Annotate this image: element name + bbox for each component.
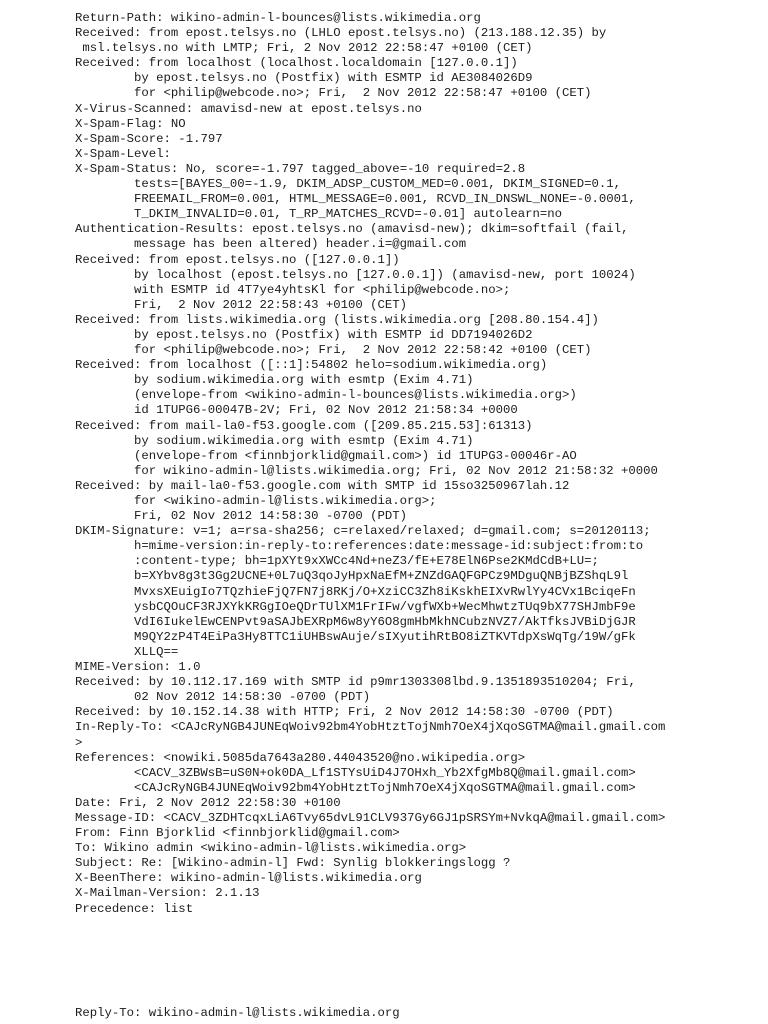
header-line: > xyxy=(75,735,83,750)
header-continuation-line: id 1TUPG6-00047B-2V; Fri, 02 Nov 2012 21:58:34 +0000 xyxy=(134,403,518,418)
header-line: Received: from epost.telsys.no (LHLO epost.telsys.no) (213.188.12.35) by xyxy=(75,26,607,41)
header-continuation-line: (envelope-from <finnbjorklid@gmail.com>) id 1TUPG3-00046r-AO xyxy=(134,448,577,463)
header-continuation-line: by epost.telsys.no (Postfix) with ESMTP id DD7194026D2 xyxy=(134,327,533,342)
header-line: MIME-Version: 1.0 xyxy=(75,660,201,675)
header-line: Precedence: list xyxy=(75,901,194,916)
header-continuation-line: by localhost (epost.telsys.no [127.0.0.1]) (amavisd-new, port 10024) xyxy=(134,267,636,282)
header-continuation-line: M9QY2zP4T4EiPa3Hy8TTC1iUHBswAuje/sIXyutihRtBO8iZTKVTdpXsWqTg/19W/gFk xyxy=(134,629,636,644)
header-continuation-line: for <philip@webcode.no>; Fri, 2 Nov 2012 22:58:47 +0100 (CET) xyxy=(134,86,592,101)
header-continuation-line: VdI6IukelEwCENPvt9aSAJbEXRpM6w8yY6O8gmHbMkhNCubzNVZ7/AkTfksJVBiDjGJR xyxy=(134,614,636,629)
header-continuation-line: T_DKIM_INVALID=0.01, T_RP_MATCHES_RCVD=-0.01] autolearn=no xyxy=(134,207,563,222)
header-continuation-line: with ESMTP id 4T7ye4yhtsKl for <philip@webcode.no>; xyxy=(134,282,511,297)
header-line: Received: by 10.112.17.169 with SMTP id p9mr1303308lbd.9.1351893510204; Fri, xyxy=(75,675,636,690)
header-line: X-Spam-Status: No, score=-1.797 tagged_above=-10 required=2.8 xyxy=(75,161,526,176)
header-line: X-Spam-Level: xyxy=(75,146,171,161)
header-continuation-line: <CACV_3ZBWsB=uS0N+ok0DA_Lf1STYsUiD4J7OHxh_Yb2XfgMb8Q@mail.gmail.com> xyxy=(134,765,636,780)
header-line: Received: from lists.wikimedia.org (lists.wikimedia.org [208.80.154.4]) xyxy=(75,312,599,327)
header-continuation-line: (envelope-from <wikino-admin-l-bounces@lists.wikimedia.org>) xyxy=(134,388,577,403)
header-continuation-line: XLLQ== xyxy=(134,644,179,659)
header-line: Received: by mail-la0-f53.google.com with SMTP id 15so3250967lah.12 xyxy=(75,478,570,493)
header-continuation-line: ysbCQOuCF3RJXYkKRGgIOeQDrTUlXM1FrIFw/vgfWXb+WecMhwtzTUq9bX77SHJmbF9e xyxy=(134,599,636,614)
header-line: Return-Path: wikino-admin-l-bounces@lists.wikimedia.org xyxy=(75,11,481,25)
header-continuation-line: message has been altered) header.i=@gmail.com xyxy=(134,237,467,252)
header-line: X-Virus-Scanned: amavisd-new at epost.telsys.no xyxy=(75,101,422,116)
header-line: X-Spam-Score: -1.797 xyxy=(75,131,223,146)
header-continuation-line: by sodium.wikimedia.org with esmtp (Exim 4.71) xyxy=(134,373,474,388)
header-continuation-line: tests=[BAYES_00=-1.9, DKIM_ADSP_CUSTOM_MED=0.001, DKIM_SIGNED=0.1, xyxy=(134,177,622,192)
header-line: DKIM-Signature: v=1; a=rsa-sha256; c=relaxed/relaxed; d=gmail.com; s=20120113; xyxy=(75,524,651,539)
header-line: X-BeenThere: wikino-admin-l@lists.wikimedia.org xyxy=(75,871,422,886)
header-line: From: Finn Bjorklid <finnbjorklid@gmail.com> xyxy=(75,826,400,841)
header-line: Subject: Re: [Wikino-admin-l] Fwd: Synlig blokkeringslogg ? xyxy=(75,856,511,871)
header-line: References: <nowiki.5085da7643a280.44043520@no.wikipedia.org> xyxy=(75,750,526,765)
header-continuation-line: Fri, 02 Nov 2012 14:58:30 -0700 (PDT) xyxy=(134,509,408,524)
header-line: Received: from mail-la0-f53.google.com ([209.85.215.53]:61313) xyxy=(75,418,533,433)
header-continuation-line: :content-type; bh=1pXYt9xXWCc4Nd+neZ3/fE+E78ElN6Pse2KMdCdB+LU=; xyxy=(134,554,599,569)
header-continuation-line: 02 Nov 2012 14:58:30 -0700 (PDT) xyxy=(134,690,371,705)
header-continuation-line: for <philip@webcode.no>; Fri, 2 Nov 2012 22:58:42 +0100 (CET) xyxy=(134,343,592,358)
header-continuation-line: by sodium.wikimedia.org with esmtp (Exim 4.71) xyxy=(134,433,474,448)
header-line: Received: by 10.152.14.38 with HTTP; Fri, 2 Nov 2012 14:58:30 -0700 (PDT) xyxy=(75,705,614,720)
header-continuation-line: for wikino-admin-l@lists.wikimedia.org; Fri, 02 Nov 2012 21:58:32 +0000 xyxy=(134,463,658,478)
header-line: In-Reply-To: <CAJcRyNGB4JUNEqWoiv92bm4YobHtztTojNmh7OeX4jXqoSGTMA@mail.gmail.com xyxy=(75,720,666,735)
header-line: X-Spam-Flag: NO xyxy=(75,116,186,131)
header-line: Date: Fri, 2 Nov 2012 22:58:30 +0100 xyxy=(75,795,341,810)
header-line: Authentication-Results: epost.telsys.no (amavisd-new); dkim=softfail (fail, xyxy=(75,222,629,237)
header-line: X-Mailman-Version: 2.1.13 xyxy=(75,886,260,901)
header-continuation-line: <CAJcRyNGB4JUNEqWoiv92bm4YobHtztTojNmh7OeX4jXqoSGTMA@mail.gmail.com> xyxy=(134,780,636,795)
header-line: Received: from epost.telsys.no ([127.0.0.1]) xyxy=(75,252,400,267)
header-continuation-line: MvxsXEuigIo7TQzhieFjQ7FN7j8RKj/O+XziCC3Zh8iKskhEIXvRwlYy4CVx1BciqeFn xyxy=(134,584,636,599)
header-line: msl.telsys.no with LMTP; Fri, 2 Nov 2012 22:58:47 +0100 (CET) xyxy=(75,41,533,56)
header-line: Received: from localhost (localhost.localdomain [127.0.0.1]) xyxy=(75,56,518,71)
header-continuation-line: h=mime-version:in-reply-to:references:date:message-id:subject:from:to xyxy=(134,539,644,554)
header-line: Received: from localhost ([::1]:54802 helo=sodium.wikimedia.org) xyxy=(75,358,548,373)
header-continuation-line: FREEMAIL_FROM=0.001, HTML_MESSAGE=0.001, RCVD_IN_DNSWL_NONE=-0.0001, xyxy=(134,192,636,207)
reply-to-header: Reply-To: wikino-admin-l@lists.wikimedia.org xyxy=(75,1006,400,1020)
email-header-block xyxy=(75,11,765,917)
header-continuation-line: by epost.telsys.no (Postfix) with ESMTP id AE3084026D9 xyxy=(134,71,533,86)
header-continuation-line: b=XYbv8g3t3Gg2UCNE+0L7uQ3qoJyHpxNaEfM+ZNZdGAQFGPCz9MDguQNBjBZShqL9l xyxy=(134,569,629,584)
header-continuation-line: for <wikino-admin-l@lists.wikimedia.org>; xyxy=(134,494,437,508)
header-line: Message-ID: <CACV_3ZDHTcqxLiA6Tvy65dvL91CLV937Gy6GJ1pSRSYm+NvkqA@mail.gmail.com> xyxy=(75,810,666,825)
header-continuation-line: Fri, 2 Nov 2012 22:58:43 +0100 (CET) xyxy=(134,297,408,312)
header-line: To: Wikino admin <wikino-admin-l@lists.wikimedia.org> xyxy=(75,841,467,856)
